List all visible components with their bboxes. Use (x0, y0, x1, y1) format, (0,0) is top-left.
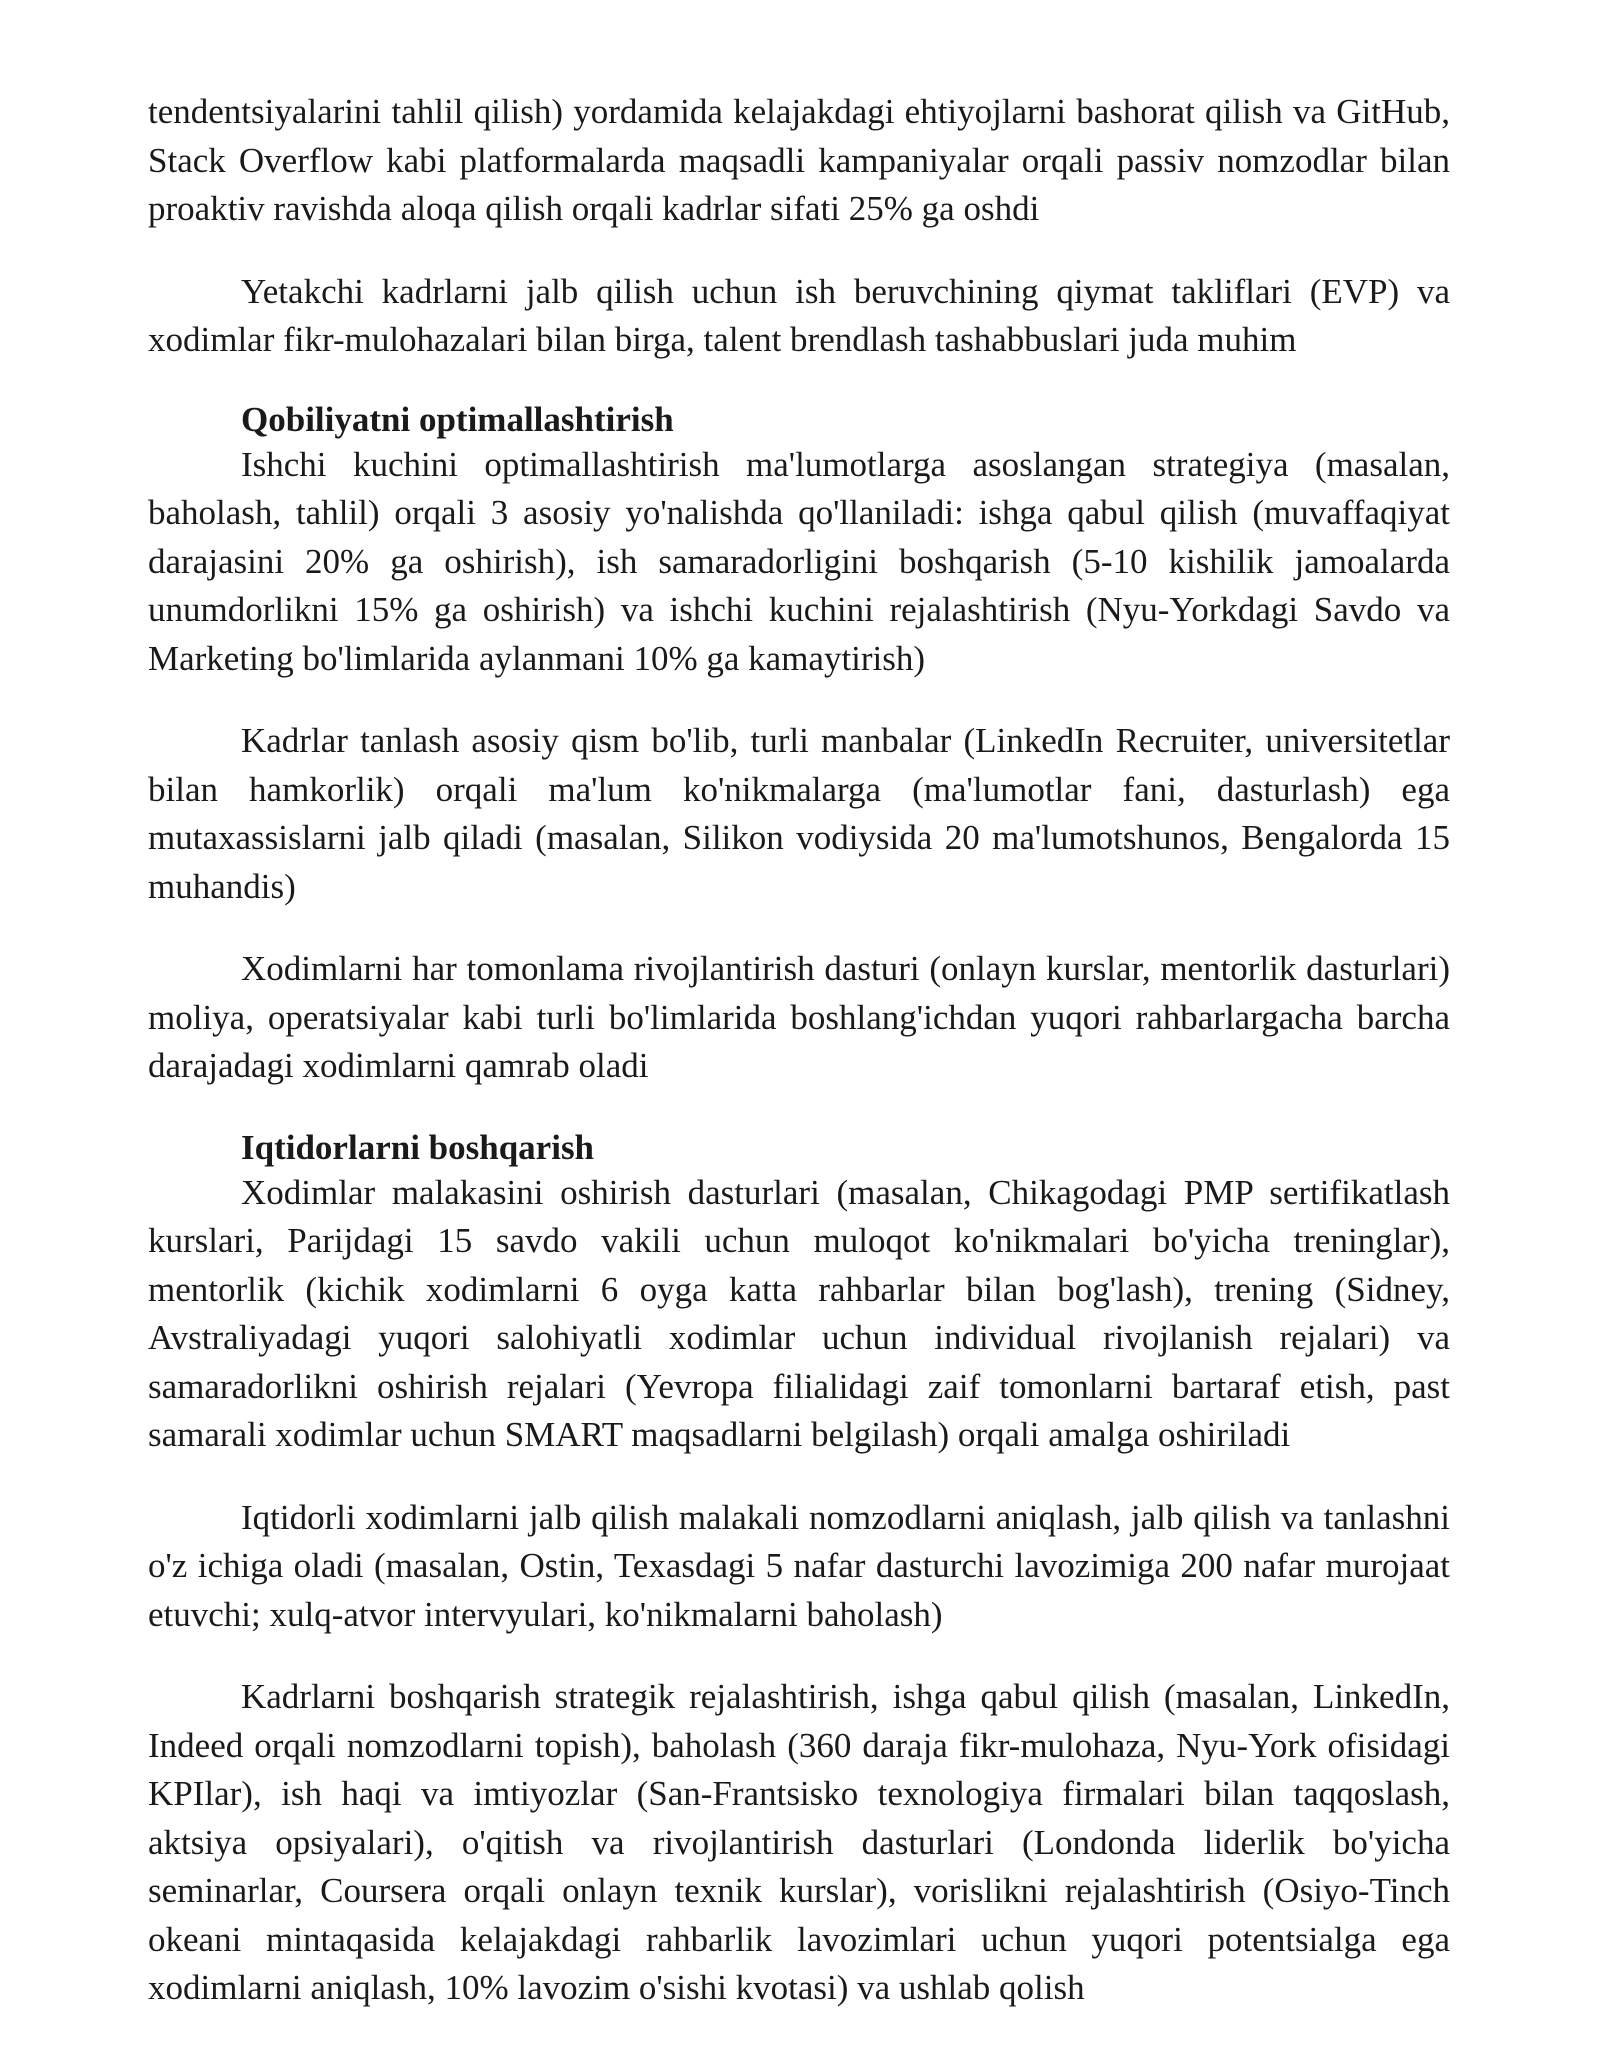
paragraph-continuation: tendentsiyalarini tahlil qilish) yordamida kelajakdagi ehtiyojlarni bashorat qilish va GitHub, Stack Overflow kabi platformalarda maqsadli kampaniyalar orqali passiv nomzodlar bilan proaktiv ravishda aloqa qilish orqali kadrlar sifati 25% ga oshdi (148, 92, 1450, 228)
paragraph-recruitment: Kadrlar tanlash asosiy qism bo'lib, turli manbalar (LinkedIn Recruiter, universitetlar bilan hamkorlik) orqali ma'lum ko'nikmalarga (ma'lumotlar fani, dasturlash) ega mutaxassislarni jalb qiladi (masalan, Silikon vodiysida 20 ma'lumotshunos, Bengalorda 15 muhandis) (148, 721, 1450, 906)
paragraph-development-program: Xodimlarni har tomonlama rivojlantirish dasturi (onlayn kurslar, mentorlik dasturlari) moliya, operatsiyalar kabi turli bo'limlarida boshlang'ichdan yuqori rahbarlargacha barcha darajadagi xodimlarni qamrab oladi (148, 949, 1450, 1085)
document-page (148, 88, 1450, 2013)
section-heading-talent-management: Iqtidorlarni boshqarish (241, 1127, 595, 1167)
paragraph-hr-management: Kadrlarni boshqarish strategik rejalashtirish, ishga qabul qilish (masalan, LinkedIn, Indeed orqali nomzodlarni topish), baholash (360 daraja fikr-mulohaza, Nyu-York ofisidagi KPIlar), ish haqi va imtiyozlar (San-Frantsisko texnologiya firmalari bilan taqqoslash, aktsiya opsiyalari), o'qitish va rivojlantirish dasturlari (Londonda liderlik bo'yicha seminarlar, Coursera orqali onlayn texnik kurslar), vorislikni rejalashtirish (Osiyo-Tinch okeani mintaqasida kelajakdagi rahbarlik lavozimlari uchun yuqori potentsialga ega xodimlarni aniqlash, 10% lavozim o'sishi kvotasi) va ushlab qolish (148, 1677, 1450, 2007)
paragraph-upskilling: Xodimlar malakasini oshirish dasturlari (masalan, Chikagodagi PMP sertifikatlash kurslari, Parijdagi 15 savdo vakili uchun muloqot ko'nikmalari bo'yicha treninglar), mentorlik (kichik xodimlarni 6 oyga katta rahbarlar bilan bog'lash), trening (Sidney, Avstraliyadagi yuqori salohiyatli xodimlar uchun individual rivojlanish rejalari) va samaradorlikni oshirish rejalari (Yevropa filialidagi zaif tomonlarni bartaraf etish, past samarali xodimlar uchun SMART maqsadlarni belgilash) orqali amalga oshiriladi (148, 1172, 1450, 1454)
section-heading-optimization: Qobiliyatni optimallashtirish (241, 399, 674, 439)
paragraph-workforce-optimization: Ishchi kuchini optimallashtirish ma'lumotlarga asoslangan strategiya (masalan, baholash, tahlil) orqali 3 asosiy yo'nalishda qo'llaniladi: ishga qabul qilish (muvaffaqiyat darajasini 20% ga oshirish), ish samaradorligini boshqarish (5-10 kishilik jamoalarda unumdorlikni 15% ga oshirish) va ishchi kuchini rejalashtirish (Nyu-Yorkdagi Savdo va Marketing bo'limlarida aylanmani 10% ga kamaytirish) (148, 444, 1450, 678)
paragraph-talent-acquisition: Iqtidorli xodimlarni jalb qilish malakali nomzodlarni aniqlash, jalb qilish va tanlashni o'z ichiga oladi (masalan, Ostin, Texasdagi 5 nafar dasturchi lavozimiga 200 nafar murojaat etuvchi; xulq-atvor intervyulari, ko'nikmalarni baholash) (148, 1497, 1450, 1634)
paragraph-talent-branding: Yetakchi kadrlarni jalb qilish uchun ish beruvchining qiymat takliflari (EVP) va xodimlar fikr-mulohazalari bilan birga, talent brendlash tashabbuslari juda muhim (148, 271, 1450, 359)
